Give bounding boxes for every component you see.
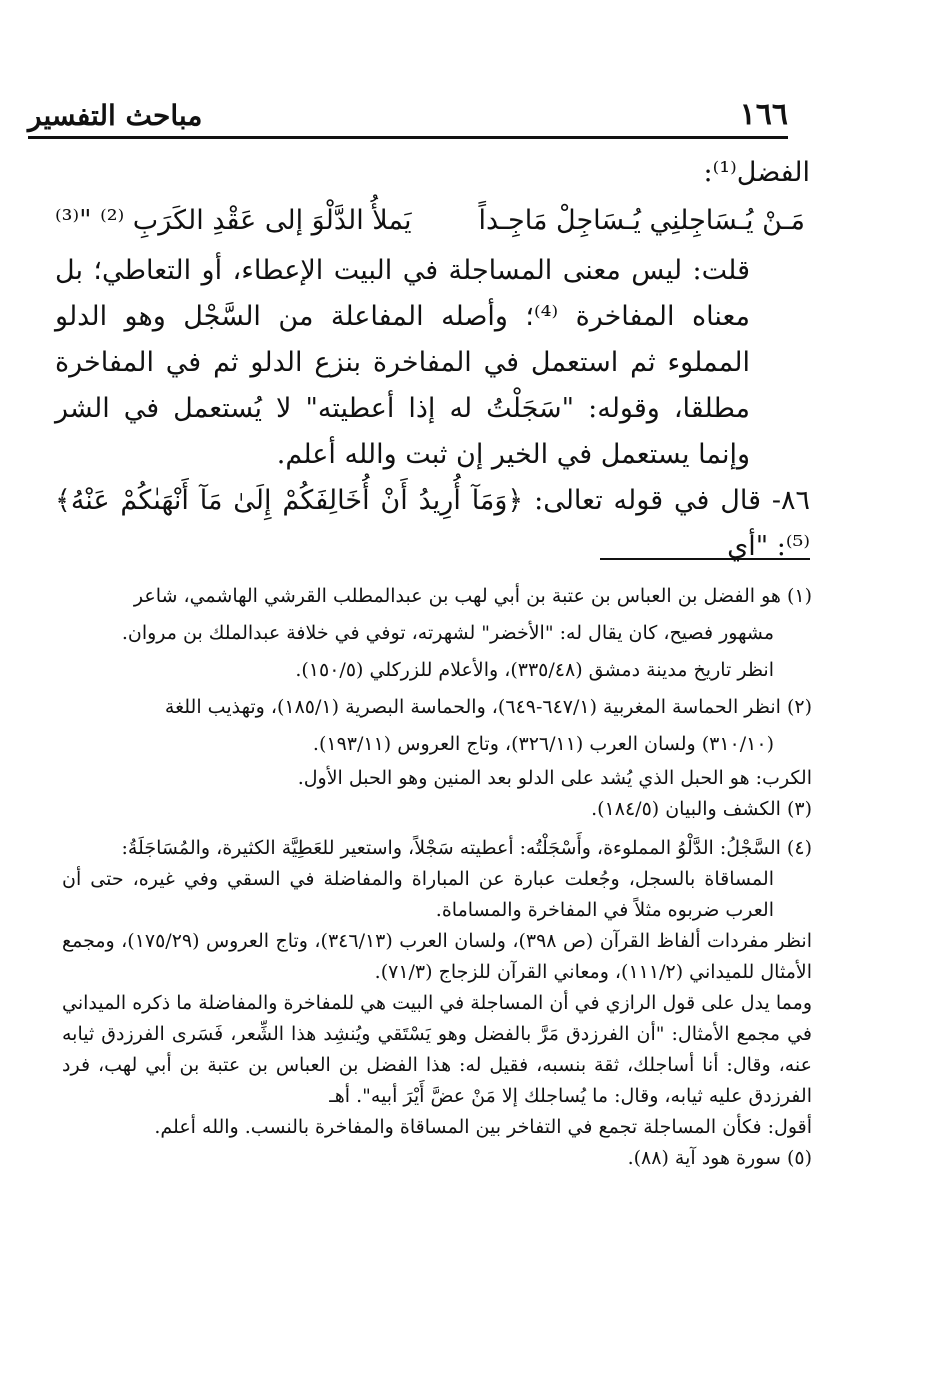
- main-text: [55, 150, 810, 570]
- commentary-paragraph: قلت: ليس معنى المساجلة في البيت الإعطاء، أو التعاطي؛ بل معناه المفاخرة ⁽⁴⁾؛ وأصله المفاعلة من السَّجْل وهو الدلو المملوء ثم استعمل في المفاخرة بنزع الدلو ثم في المفاخرة مطلقا، وقوله: "سَجَلْتُ له إذا أعطيته" لا يُستعمل في الشر وإنما يستعمل في الخير إن ثبت والله أعلم.: [55, 255, 750, 470]
- footnote-separator: [600, 558, 810, 560]
- footnote-4: (٤) السَّجْلُ: الدَّلْوُ المملوءة، وأَسْجَلْتُه: أعطيته سَجْلاً، واستعير للعَطِيَّة الكثيرة، والمُسَاجَلَةُ:: [121, 837, 812, 859]
- footnotes: [62, 578, 812, 1174]
- entry-86: ٨٦- قال في قوله تعالى: ﴿وَمَآ أُرِيدُ أَنْ أُخَالِفَكُمْ إِلَىٰ مَآ أَنْهَىٰكُمْ عَنْهُ﴾⁽⁵⁾: "أي: [55, 485, 810, 562]
- poetry-verse: [55, 198, 810, 244]
- running-title: مباحث التفسير: [28, 99, 203, 132]
- verse-first-hemistich: مَـنْ يُـسَاجِلنِي يُـسَاجِلْ مَاجِـداً: [478, 205, 805, 236]
- footnote-4-definition: المساقاة بالسجل، وجُعلت عبارة عن المباراة والمفاضلة في السقي وفي غيره، حتى أن العرب ضربوه مثلاً في المفاخرة والمساماة.: [62, 868, 774, 921]
- footnote-4-refs: انظر مفردات ألفاظ القرآن (ص ٣٩٨)، ولسان العرب (٣٤٦/١٣)، وتاج العروس (١٧٥/٢٩)، ومجمع الأمثال للميداني (١١١/٢)، ومعاني القرآن للزجاج (٧١/٣).: [62, 930, 812, 983]
- verse-second-hemistich: يَملأُ الدَّلْوَ إلى عَقْدِ الكَرَبِ ⁽²⁾ "⁽³⁾: [55, 205, 412, 236]
- footnote-1: (١) هو الفضل بن العباس بن عتبة بن أبي لهب بن عبدالمطلب القرشي الهاشمي، شاعر: [133, 585, 812, 607]
- footnote-1-refs: انظر تاريخ مدينة دمشق (٣٣٥/٤٨)، والأعلام للزركلي (١٥٠/٥).: [295, 659, 774, 681]
- footnote-5: (٥) سورة هود آية (٨٨).: [627, 1147, 812, 1169]
- page-number: ١٦٦: [739, 97, 788, 132]
- page-header: [28, 92, 788, 139]
- footnote-4-quote: ومما يدل على قول الرازي في أن المساجلة في البيت هي للمفاخرة والمفاضلة ما ذكره الميداني في مجمع الأمثال: "أن الفرزدق مَرَّ بالفضل وهو يَسْتَقي ويُنشِد هذا الشِّعر، فَسَرى الفرزدق ثيابه عنه، وقال: أنا أساجلك، ثقة بنسبه، فقيل له: هذا الفضل بن العباس بن عتبة بن أبي لهب، فرد الفرزدق عليه ثيابه، وقال: ما يُساجلك إلا مَنْ عضَّ أَيْرَ أبيه". أهـ: [62, 992, 812, 1107]
- poet-line: الفضل⁽¹⁾:: [703, 157, 810, 188]
- footnote-4-conclusion: أقول: فكأن المساجلة تجمع في التفاخر بين المساقاة والمفاخرة بالنسب. والله أعلم.: [154, 1116, 812, 1138]
- footnote-2-note: الكرب: هو الحبل الذي يُشد على الدلو بعد المنين وهو الحبل الأول.: [297, 767, 812, 789]
- footnote-2-cont: (٣١٠/١٠) ولسان العرب (٣٢٦/١١)، وتاج العروس (١٩٣/١١).: [312, 733, 774, 755]
- footnote-1-cont: مشهور فصيح، كان يقال له: "الأخضر" لشهرته، توفي في خلافة عبدالملك بن مروان.: [121, 622, 774, 644]
- footnote-3: (٣) الكشف والبيان (١٨٤/٥).: [591, 798, 812, 820]
- footnote-2: (٢) انظر الحماسة المغربية (٦٤٧/١-٦٤٩)، والحماسة البصرية (١٨٥/١)، وتهذيب اللغة: [164, 696, 812, 718]
